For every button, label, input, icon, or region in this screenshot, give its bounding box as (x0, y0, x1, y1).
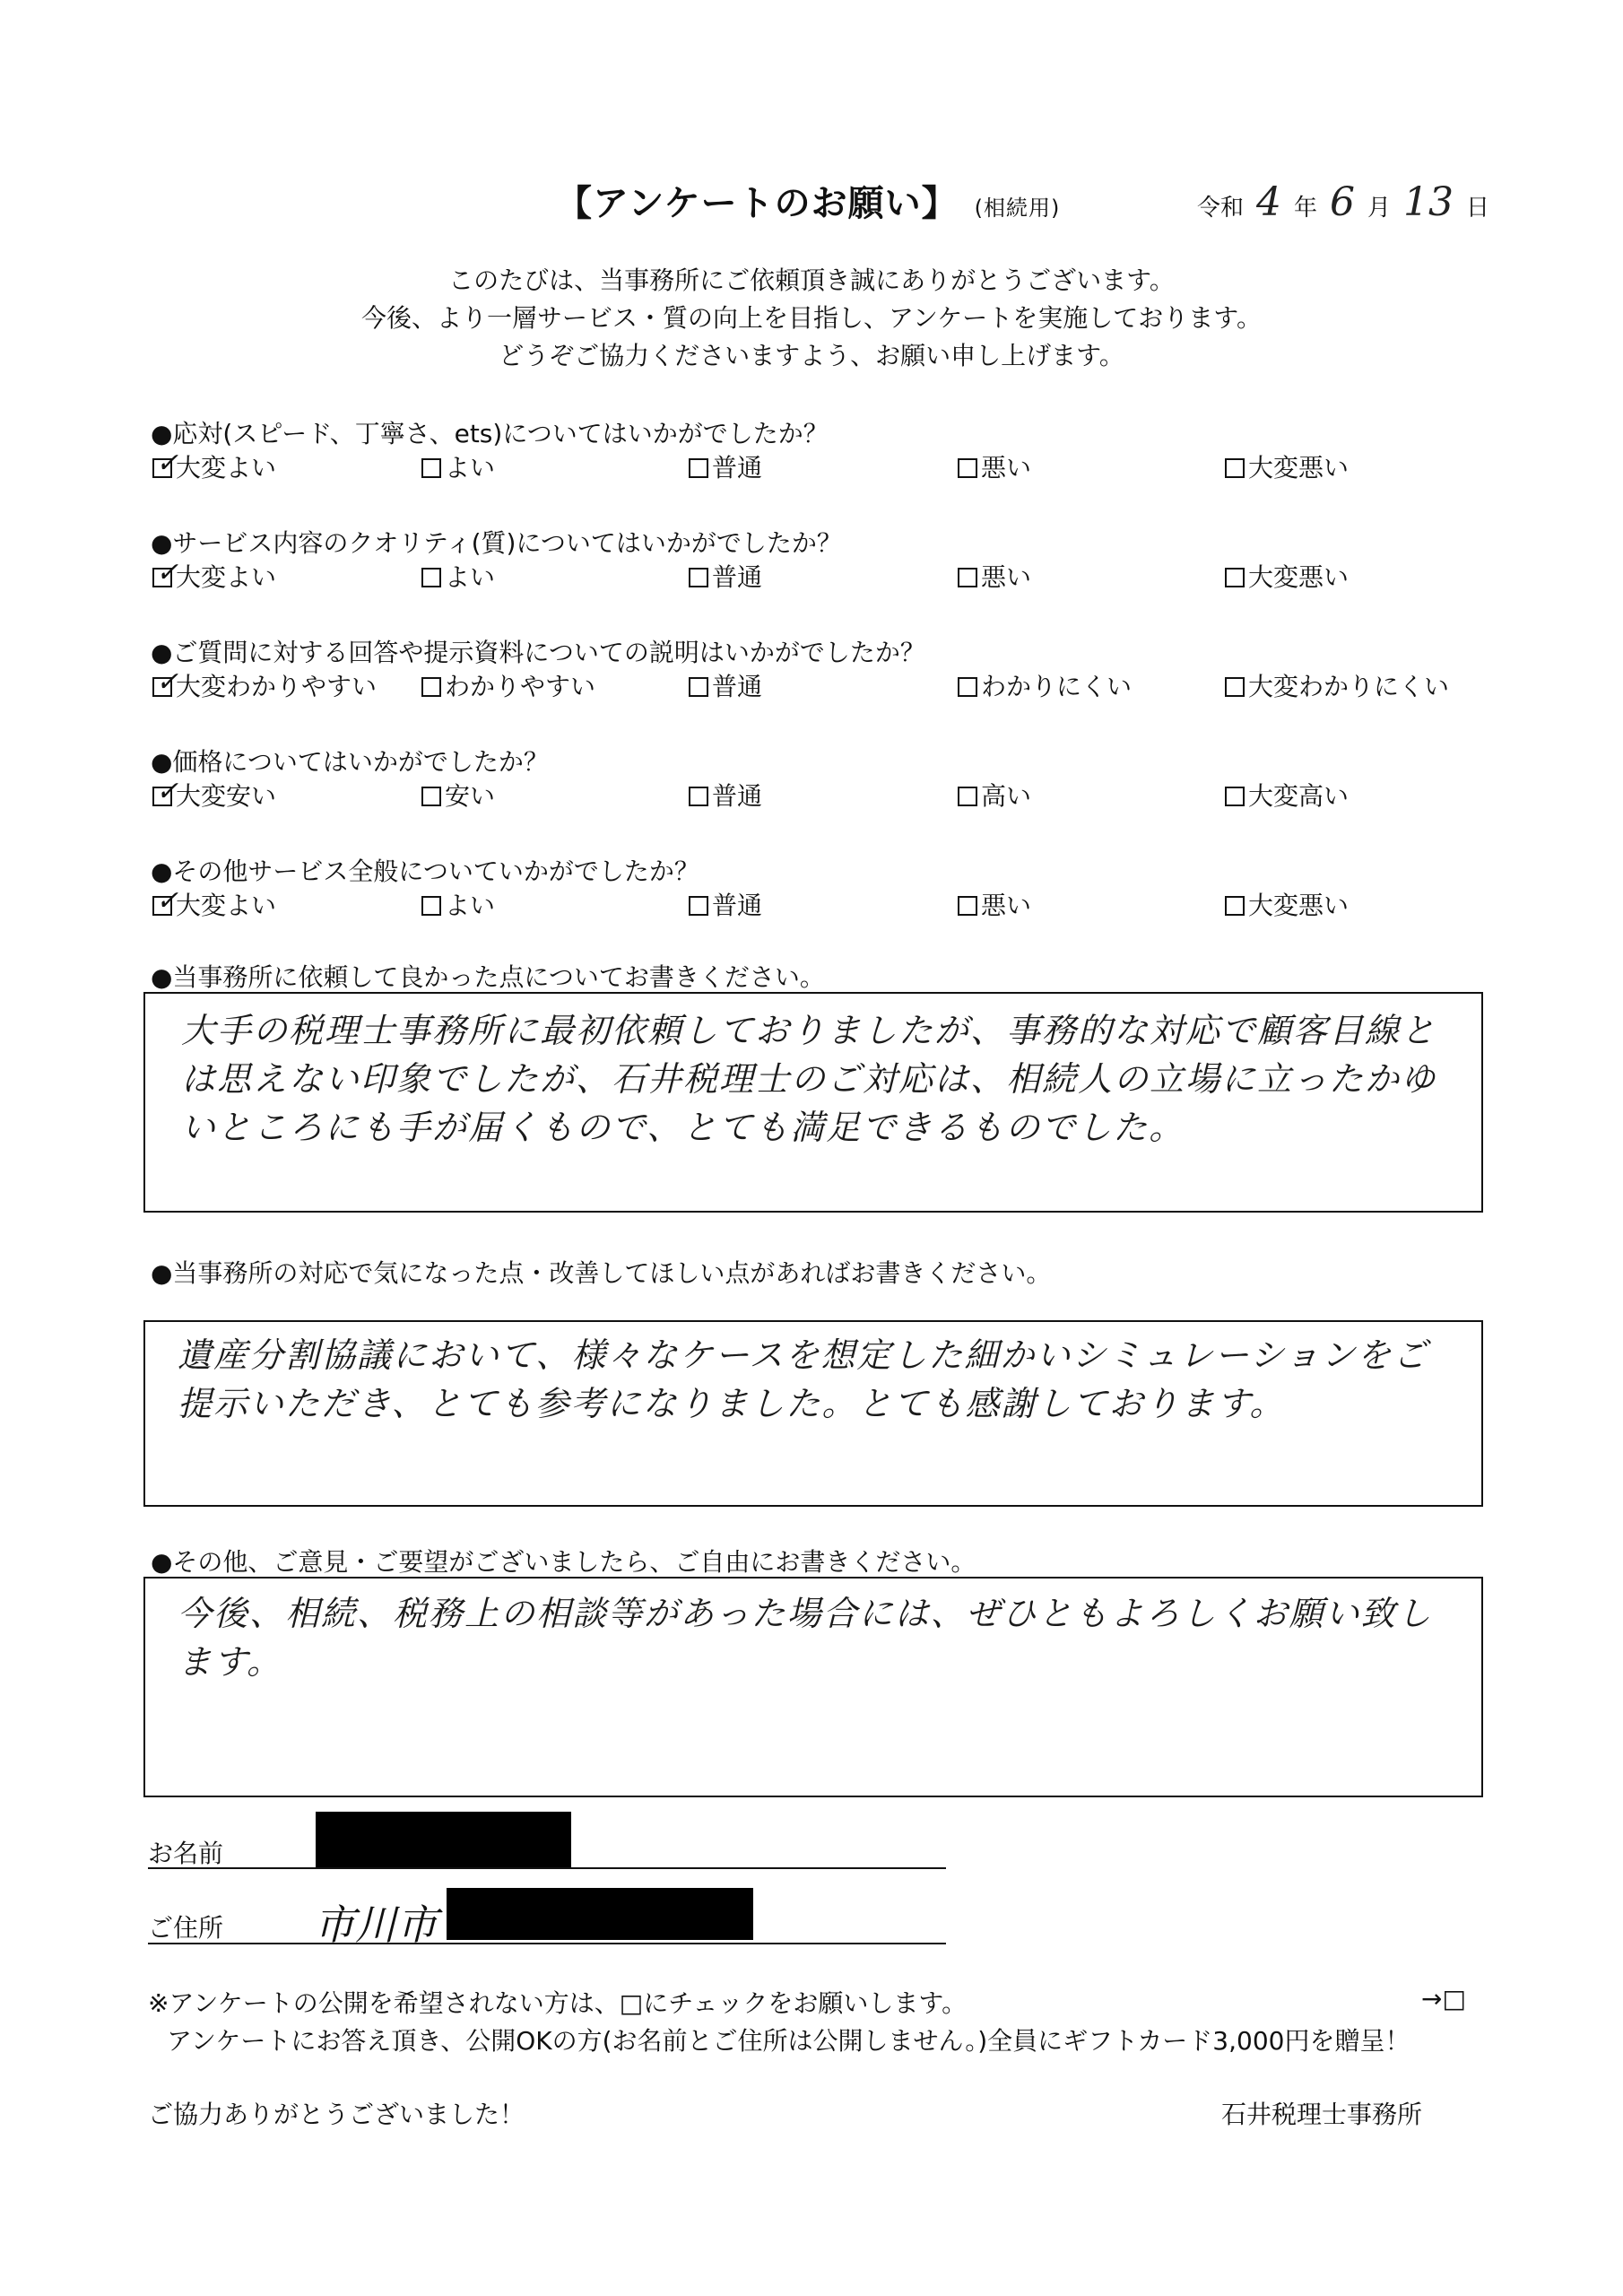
improvements-answer: 遺産分割協議において、様々なケースを想定した細かいシミュレーションをご提示いただき、とても参考になりました。とても感謝しております。 (178, 1335, 1429, 1423)
option-label: 大変わかりにくい (1248, 672, 1450, 701)
checkbox-icon[interactable] (421, 458, 441, 478)
checkbox-icon[interactable] (1225, 896, 1245, 916)
name-label: お名前 (148, 1839, 224, 1868)
rating-option[interactable] (152, 448, 276, 484)
option-label: 普通 (712, 781, 763, 811)
rating-option[interactable] (421, 667, 595, 703)
rating-option[interactable] (689, 558, 762, 594)
option-label: 大変よい (176, 891, 277, 920)
improvements-answer-box[interactable] (143, 1320, 1483, 1507)
option-label: 大変高い (1248, 781, 1350, 811)
date-month-unit: 月 (1367, 195, 1392, 222)
option-label: 普通 (712, 672, 763, 701)
option-label: 大変悪い (1248, 453, 1350, 483)
checkbox-icon[interactable] (958, 458, 977, 478)
rating-option[interactable] (421, 558, 495, 594)
question-text: ●応対(スピード、丁寧さ、ets)についてはいかがでしたか？ (151, 419, 829, 448)
improvements-label: ●当事務所の対応で気になった点・改善してほしい点があればお書きください。 (151, 1258, 1052, 1288)
good-points-answer: 大手の税理士事務所に最初依頼しておりましたが、事務的な対応で顧客目線とは思えない印象でしたが、石井税理士のご対応は、相続人の立場に立ったかゆいところにも手が届くもので、とても満足できるものでした。 (181, 1011, 1437, 1147)
rating-option[interactable] (421, 777, 495, 813)
checkbox-icon[interactable] (689, 458, 708, 478)
rating-option[interactable] (689, 886, 762, 922)
rating-option[interactable] (958, 886, 1031, 922)
checkbox-icon[interactable] (1225, 458, 1245, 478)
checkbox-icon[interactable] (421, 896, 441, 916)
rating-option[interactable] (689, 448, 762, 484)
option-label: 悪い (981, 562, 1032, 592)
checkbox-icon[interactable] (421, 787, 441, 806)
question-text: ●価格についてはいかがでしたか？ (151, 747, 549, 777)
option-label: 安い (445, 781, 496, 811)
option-label: わかりやすい (445, 672, 596, 701)
gift-notice: アンケートにお答え頂き、公開OKの方(お名前とご住所は公開しません。)全員にギフトカード3,000円を贈呈！ (167, 2026, 1410, 2056)
name-line[interactable] (148, 1867, 946, 1869)
other-comments-answer-box[interactable] (143, 1577, 1483, 1797)
option-label: 大変わかりやすい (176, 672, 378, 701)
option-label: 大変よい (176, 562, 277, 592)
rating-option[interactable] (152, 777, 276, 813)
option-label: 普通 (712, 453, 763, 483)
checkbox-icon[interactable] (958, 568, 977, 587)
question-text: ●ご質問に対する回答や提示資料についての説明はいかがでしたか？ (151, 638, 925, 667)
rating-option[interactable] (421, 448, 495, 484)
checkbox-icon[interactable] (1225, 677, 1245, 697)
rating-option[interactable] (152, 886, 276, 922)
rating-option[interactable] (958, 448, 1031, 484)
option-label: 高い (981, 781, 1032, 811)
checkbox-icon[interactable] (958, 677, 977, 697)
name-redaction (316, 1812, 571, 1867)
rating-option[interactable] (958, 777, 1031, 813)
checked-checkbox-icon[interactable] (152, 458, 172, 478)
option-label: よい (445, 453, 496, 483)
date (1197, 179, 1489, 225)
optout-checkbox[interactable]: →□ (1421, 1984, 1466, 2013)
intro-text (269, 262, 1354, 375)
option-label: 悪い (981, 891, 1032, 920)
date-day: 13 (1403, 179, 1454, 225)
date-year-unit: 年 (1294, 195, 1318, 222)
option-label: 大変安い (176, 781, 277, 811)
rating-option[interactable] (1225, 886, 1349, 922)
date-year: 4 (1256, 179, 1282, 225)
intro-line: どうぞご協力くださいますよう、お願い申し上げます。 (499, 341, 1124, 370)
checked-checkbox-icon[interactable] (152, 896, 172, 916)
option-label: 大変悪い (1248, 891, 1350, 920)
checked-checkbox-icon[interactable] (152, 787, 172, 806)
other-comments-label: ●その他、ご意見・ご要望がございましたら、ご自由にお書きください。 (151, 1547, 976, 1577)
checkbox-icon[interactable] (958, 896, 977, 916)
rating-option[interactable] (689, 777, 762, 813)
address-redaction (447, 1888, 753, 1940)
option-label: よい (445, 891, 496, 920)
option-label: 大変よい (176, 453, 277, 483)
intro-line: このたびは、当事務所にご依頼頂き誠にありがとうございます。 (448, 265, 1175, 295)
intro-line: 今後、より一層サービス・質の向上を目指し、アンケートを実施しております。 (360, 303, 1263, 333)
title-subtitle: (相続用) (974, 196, 1061, 221)
rating-option[interactable] (1225, 448, 1349, 484)
checked-checkbox-icon[interactable] (152, 568, 172, 587)
good-points-answer-box[interactable] (143, 992, 1483, 1213)
office-name: 石井税理士事務所 (1221, 2100, 1423, 2129)
thanks-text: ご協力ありがとうございました！ (148, 2100, 525, 2129)
rating-option[interactable] (1225, 777, 1349, 813)
question-text: ●その他サービス全般についていかがでしたか？ (151, 857, 699, 886)
checked-checkbox-icon[interactable] (152, 677, 172, 697)
rating-option[interactable] (1225, 558, 1349, 594)
title-text: 【アンケートのお願い】 (556, 183, 959, 224)
checkbox-icon[interactable] (421, 677, 441, 697)
checkbox-icon[interactable] (958, 787, 977, 806)
date-month: 6 (1330, 179, 1356, 225)
date-day-unit: 日 (1466, 195, 1490, 222)
option-label: わかりにくい (981, 672, 1133, 701)
survey-title (556, 175, 1060, 226)
rating-option[interactable] (958, 667, 1132, 703)
checkbox-icon[interactable] (689, 677, 708, 697)
checkbox-icon[interactable] (421, 568, 441, 587)
checkbox-icon[interactable] (1225, 568, 1245, 587)
question-text: ●サービス内容のクオリティ(質)についてはいかがでしたか？ (151, 528, 842, 558)
option-label: 普通 (712, 891, 763, 920)
option-label: 普通 (712, 562, 763, 592)
rating-option[interactable] (689, 667, 762, 703)
rating-option[interactable] (1225, 667, 1449, 703)
checkbox-icon[interactable] (689, 787, 708, 806)
address-label: ご住所 (148, 1913, 224, 1943)
rating-option[interactable] (152, 558, 276, 594)
date-era: 令和 (1197, 195, 1245, 222)
address-value: 市川市 (314, 1900, 438, 1949)
rating-option[interactable] (152, 667, 377, 703)
good-points-label: ●当事務所に依頼して良かった点についてお書きください。 (151, 962, 825, 992)
publication-notice: ※アンケートの公開を希望されない方は、□にチェックをお願いします。 (148, 1988, 968, 2018)
checkbox-icon[interactable] (1225, 787, 1245, 806)
option-label: 大変悪い (1248, 562, 1350, 592)
other-comments-answer: 今後、相続、税務上の相談等があった場合には、ぜひともよろしくお願い致します。 (178, 1594, 1433, 1682)
checkbox-icon[interactable] (689, 896, 708, 916)
checkbox-icon[interactable] (689, 568, 708, 587)
rating-option[interactable] (421, 886, 495, 922)
option-label: よい (445, 562, 496, 592)
rating-option[interactable] (958, 558, 1031, 594)
address-line[interactable] (148, 1943, 946, 1944)
option-label: 悪い (981, 453, 1032, 483)
